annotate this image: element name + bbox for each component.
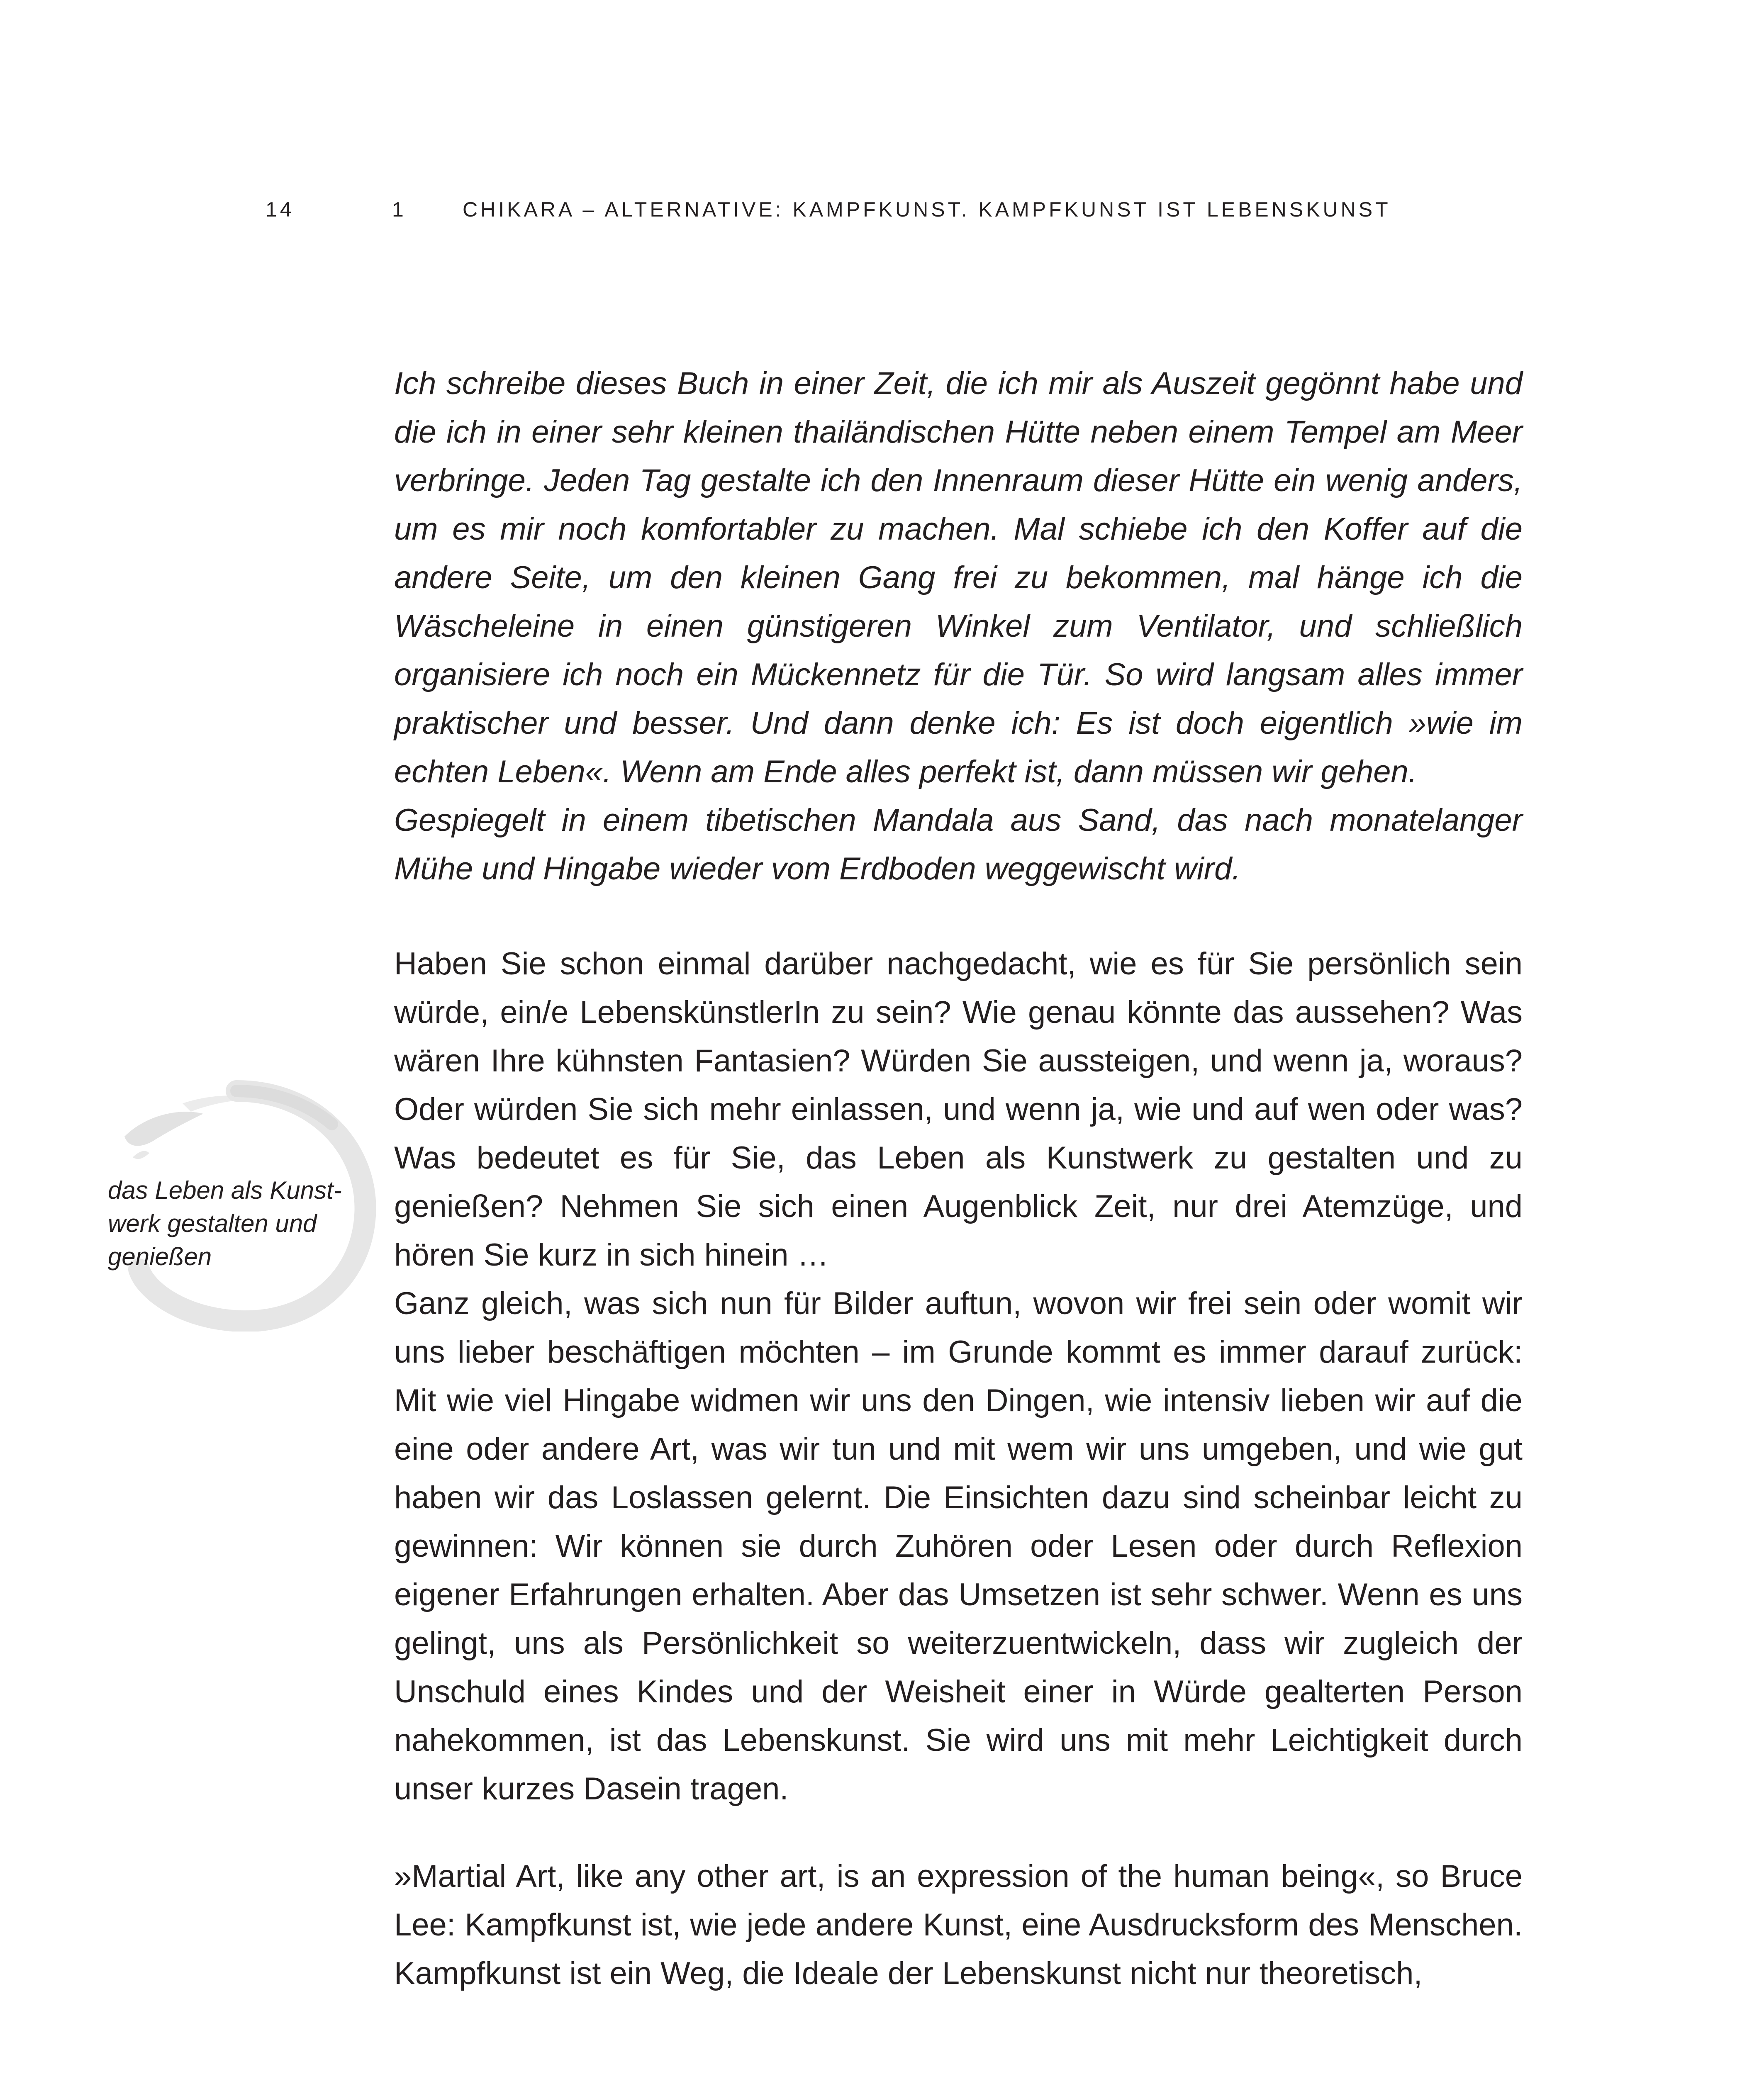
chapter-title: CHIKARA – ALTERNATIVE: KAMPFKUNST. KAMPFKUNST IST LEBENSKUNST	[463, 198, 1391, 221]
body-paragraph: »Martial Art, like any other art, is an expression of the human being«, so Bruce Lee: Kampfkunst ist, wie jede andere Kunst, eine Ausdrucksform des Menschen. Kampfkunst ist ein Weg, die Ideale der Lebenskunst nicht nur theoretisch,	[394, 1859, 1523, 1991]
chapter-number: 1	[392, 198, 407, 221]
running-header	[0, 195, 1764, 224]
body-text-block	[394, 940, 1523, 1813]
margin-note	[100, 1074, 382, 1332]
margin-note-line: genießen	[108, 1243, 212, 1271]
body-text-block-continued	[394, 1852, 1523, 1998]
margin-note-text	[108, 1174, 357, 1273]
intro-paragraph: Ich schreibe dieses Buch in einer Zeit, die ich mir als Auszeit gegönnt habe und die ich in einer sehr kleinen thailändischen Hütte neben einem Tempel am Meer verbringe. Jeden Tag gestalte ich den Innenraum dieser Hütte ein wenig anders, um es mir noch komfortabler zu machen. Mal schiebe ich den Koffer auf die andere Seite, um den kleinen Gang frei zu bekommen, mal hänge ich die Wäscheleine in einen günstigeren Winkel zum Ventilator, und schließlich organisiere ich noch ein Mückennetz für die Tür. So wird langsam alles immer praktischer und besser. Und dann denke ich: Es ist doch eigentlich »wie im echten Leben«. Wenn am Ende alles perfekt ist, dann müssen wir gehen.	[394, 366, 1523, 789]
body-paragraph: Haben Sie schon einmal darüber nachgedacht, wie es für Sie persönlich sein würde, ein/e LebenskünstlerIn zu sein? Wie genau könnte das aussehen? Was wären Ihre kühnsten Fantasien? Würden Sie aussteigen, und wenn ja, woraus? Oder würden Sie sich mehr einlassen, und wenn ja, wie und auf wen oder was? Was bedeutet es für Sie, das Leben als Kunstwerk zu gestalten und zu genießen? Nehmen Sie sich einen Augenblick Zeit, nur drei Atemzüge, und hören Sie kurz in sich hinein …	[394, 946, 1523, 1273]
intro-paragraph: Gespiegelt in einem tibetischen Mandala aus Sand, das nach monatelanger Mühe und Hingabe wieder vom Erdboden weggewischt wird.	[394, 803, 1523, 886]
intro-italic-block	[394, 359, 1523, 893]
body-paragraph: Ganz gleich, was sich nun für Bilder auftun, wovon wir frei sein oder womit wir uns lieber beschäftigen möchten – im Grunde kommt es immer darauf zurück: Mit wie viel Hingabe widmen wir uns den Dingen, wie intensiv lieben wir auf die eine oder andere Art, was wir tun und mit wem wir uns umgeben, und wie gut haben wir das Loslassen gelernt. Die Einsichten dazu sind scheinbar leicht zu gewinnen: Wir können sie durch Zuhören oder Lesen oder durch Reflexion eigener Erfahrungen erhalten. Aber das Umsetzen ist sehr schwer. Wenn es uns gelingt, uns als Persönlichkeit so weiterzuentwickeln, dass wir zugleich der Unschuld eines Kindes und der Weisheit einer in Würde gealterten Person nahekommen, ist das Lebenskunst. Sie wird uns mit mehr Leichtigkeit durch unser kurzes Dasein tragen.	[394, 1286, 1523, 1806]
margin-note-line: werk gestalten und	[108, 1210, 317, 1237]
margin-note-line: das Leben als Kunst-	[108, 1176, 342, 1204]
page-number: 14	[266, 198, 295, 221]
